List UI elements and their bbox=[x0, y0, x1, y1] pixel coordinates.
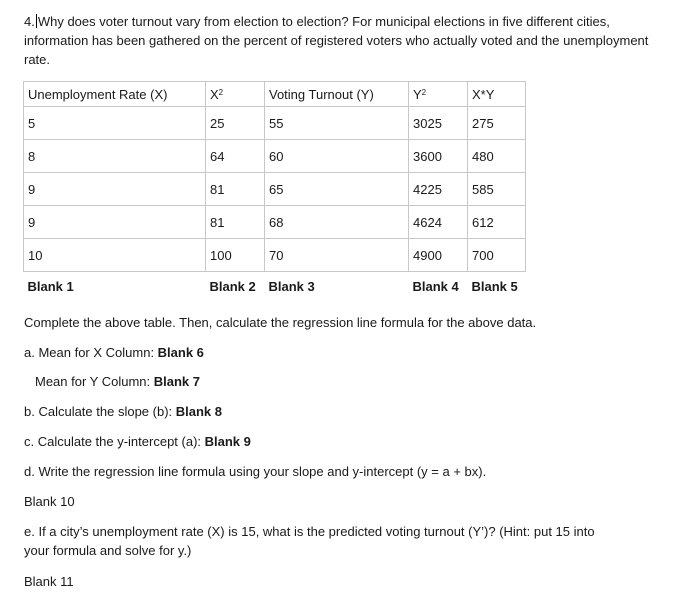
table-cell: 64 bbox=[206, 140, 265, 173]
table-cell: 4225 bbox=[409, 173, 468, 206]
item-d-label: d. Write the regression line formula using your slope and y-intercept (y = a + bx). bbox=[24, 464, 487, 479]
blank-field[interactable]: Blank 2 bbox=[209, 278, 256, 294]
table-cell: 9 bbox=[24, 173, 206, 206]
item-a bbox=[24, 343, 204, 362]
table-cell: 65 bbox=[265, 173, 409, 206]
table-cell: 9 bbox=[24, 206, 206, 239]
table-cell: 585 bbox=[468, 173, 526, 206]
blank-field[interactable]: Blank 8 bbox=[175, 404, 222, 419]
table-cell: 275 bbox=[468, 107, 526, 140]
table-cell: 612 bbox=[468, 206, 526, 239]
header-x-squared: $X^2$ bbox=[206, 82, 265, 107]
blank-field[interactable]: Blank 7 bbox=[153, 374, 200, 389]
table-cell: 8 bbox=[24, 140, 206, 173]
blank-field[interactable]: Blank 9 bbox=[204, 434, 251, 449]
table-row bbox=[24, 206, 526, 239]
table-cell: 4624 bbox=[409, 206, 468, 239]
instructions-text: Complete the above table. Then, calculate the regression line formula for the above data. bbox=[24, 315, 537, 330]
table-cell: 10 bbox=[24, 239, 206, 272]
table-cell: 3600 bbox=[409, 140, 468, 173]
data-table bbox=[23, 81, 526, 300]
text-cursor bbox=[36, 14, 37, 28]
table-cell: 81 bbox=[206, 173, 265, 206]
table-cell: 81 bbox=[206, 206, 265, 239]
header-voting-turnout: Voting Turnout (Y) bbox=[265, 82, 409, 107]
table-cell: 700 bbox=[468, 239, 526, 272]
table-cell: 70 bbox=[265, 239, 409, 272]
table-cell: 5 bbox=[24, 107, 206, 140]
blank-field[interactable]: Blank 3 bbox=[268, 278, 315, 294]
table-row bbox=[24, 239, 526, 272]
item-b bbox=[24, 402, 222, 421]
table-cell: 25 bbox=[206, 107, 265, 140]
header-y-squared: $Y^2$ bbox=[409, 82, 468, 107]
header-unemployment-rate: Unemployment Rate (X) bbox=[24, 82, 206, 107]
header-xy: X*Y bbox=[468, 82, 526, 107]
table-cell: 60 bbox=[265, 140, 409, 173]
table-header-row bbox=[24, 82, 526, 107]
item-a2-label: Mean for Y Column: bbox=[35, 374, 154, 389]
table-cell: 55 bbox=[265, 107, 409, 140]
item-c-label: c. Calculate the y-intercept (a): bbox=[24, 434, 205, 449]
question-body: Why does voter turnout vary from election to election? For municipal elections in five different cities, information has been gathered on the percent of registered voters who actually voted and the unemployment rate. bbox=[24, 14, 649, 67]
item-c bbox=[24, 432, 251, 451]
question-text bbox=[24, 12, 664, 69]
table-cell: 68 bbox=[265, 206, 409, 239]
table-cell: 480 bbox=[468, 140, 526, 173]
table-row bbox=[24, 107, 526, 140]
blank-field[interactable]: Blank 1 bbox=[27, 278, 74, 294]
blank-row bbox=[24, 272, 526, 301]
table-cell: 3025 bbox=[409, 107, 468, 140]
item-a2 bbox=[35, 372, 200, 391]
item-a-label: a. Mean for X Column: bbox=[24, 345, 158, 360]
table-row bbox=[24, 140, 526, 173]
item-e-line2: your formula and solve for y.) bbox=[24, 543, 192, 558]
table-cell: 4900 bbox=[409, 239, 468, 272]
item-e-line1: e. If a city’s unemployment rate (X) is 15, what is the predicted voting turnout (Y’)? (Hint: put 15 into bbox=[24, 524, 595, 539]
blank-field[interactable]: Blank 11 bbox=[24, 574, 74, 589]
question-number: 4. bbox=[24, 14, 35, 29]
item-b-label: b. Calculate the slope (b): bbox=[24, 404, 176, 419]
blank-field[interactable]: Blank 6 bbox=[157, 345, 204, 360]
table-cell: 100 bbox=[206, 239, 265, 272]
blank-field[interactable]: Blank 10 bbox=[24, 494, 75, 509]
blank-field[interactable]: Blank 4 bbox=[412, 278, 459, 294]
blank-field[interactable]: Blank 5 bbox=[471, 278, 518, 294]
table-row bbox=[24, 173, 526, 206]
